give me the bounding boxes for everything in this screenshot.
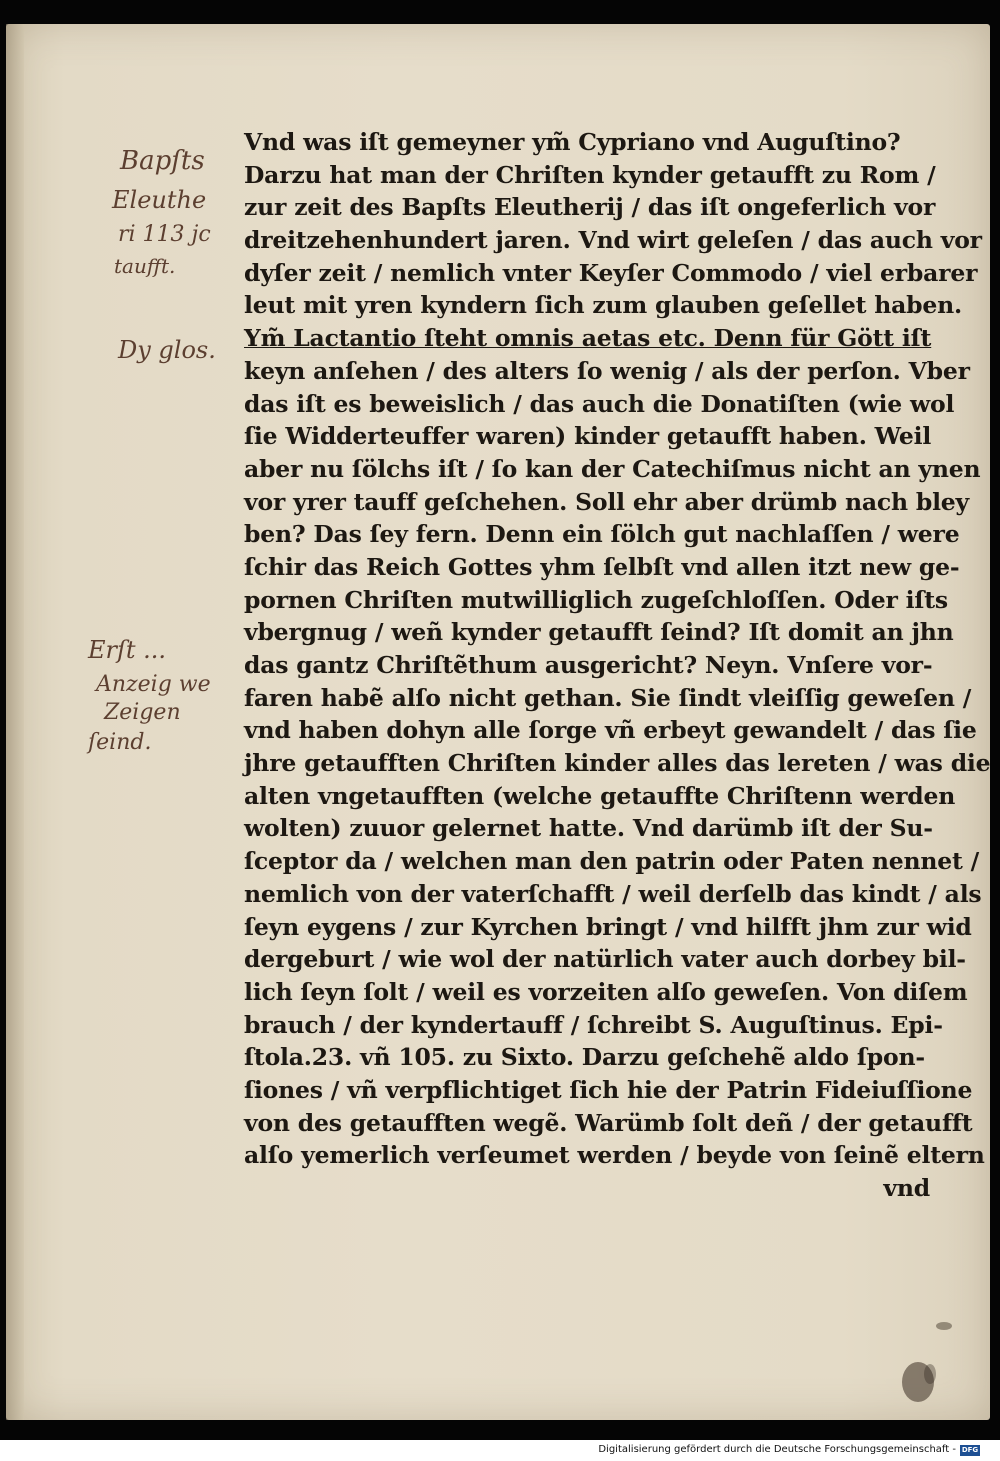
text-line: dreitzehenhundert jaren. Vnd wirt geleſen / das auch vor	[244, 226, 982, 255]
text-line: Darzu hat man der Chriſten kynder getaufft zu Rom /	[244, 160, 936, 189]
text-line: leut mit yren kyndern ſich zum glauben geſellet haben.	[244, 291, 962, 320]
marginal-note: ſeind.	[88, 730, 152, 755]
text-line: faren habẽ alſo nicht gethan. Sie ſindt vleiſſig geweſen /	[244, 683, 972, 712]
text-line: nemlich von der vaterſchafft / weil derſelb das kindt / als	[244, 879, 982, 908]
marginal-note: Erſt ...	[88, 636, 167, 664]
text-line: dyſer zeit / nemlich vnter Keyſer Commodo / viel erbarer	[244, 258, 978, 287]
dfg-logo: DFG	[961, 1446, 979, 1454]
text-line: ſie Widderteuffer waren) kinder getaufft haben. Weil	[244, 422, 932, 451]
text-line: ſeyn eygens / zur Kyrchen bringt / vnd hilfft jhm zur wid	[244, 912, 972, 941]
text-line: ſchir das Reich Gottes yhm ſelbſt vnd allen itzt new ge-	[244, 552, 960, 581]
text-line: zur zeit des Bapſts Eleutherij / das iſt ongeferlich vor	[244, 193, 936, 222]
text-line: von des getaufften wegẽ. Warümb ſolt deñ / der getaufft	[244, 1108, 973, 1137]
text-line: ſiones / vñ verpflichtiget ſich hie der Patrin Fideiuſſione	[244, 1075, 973, 1104]
marginal-note: Bapſts	[120, 146, 205, 176]
text-line: vbergnug / weñ kynder getaufft ſeind? Iſt domit an jhn	[244, 618, 954, 647]
text-line: das gantz Chriſtẽthum ausgericht? Neyn. Vnſere vor-	[244, 651, 933, 679]
marginal-note: taufft.	[114, 254, 176, 278]
marginal-note: Dy glos.	[118, 336, 216, 364]
text-line: lich ſeyn ſolt / weil es vorzeiten alſo geweſen. Von diſem	[244, 977, 968, 1006]
text-line: alſo yemerlich verſeumet werden / beyde von ſeinẽ eltern	[244, 1141, 985, 1170]
text-line: vor yrer tauff geſchehen. Soll ehr aber drümb nach bley	[244, 487, 970, 516]
text-line: Vnd was iſt gemeyner ym̃ Cypriano vnd Auguſtino?	[244, 128, 901, 156]
marginal-note: ri 113 jc	[118, 222, 211, 247]
page-edge	[6, 24, 24, 1420]
text-line: keyn anſehen / des alters ſo wenig / als der perſon. Vber	[244, 356, 970, 385]
main-text-block	[244, 126, 991, 1205]
footer-bar	[0, 1440, 1000, 1461]
text-line: vnd haben dohyn alle ſorge vñ erbeyt gewandelt / das ſie	[244, 716, 977, 745]
marginal-note: Zeigen	[104, 700, 181, 725]
text-line: Ym̃ Lactantio ſteht omnis aetas etc. Denn für Gött iſt	[244, 324, 932, 353]
text-line: aber nu ſölchs iſt / ſo kan der Catechiſmus nicht an ynen	[244, 454, 981, 483]
text-line: pornen Chriſten mutwilliglich zugeſchloſſen. Oder iſts	[244, 585, 948, 614]
marginal-note: Eleuthe	[112, 186, 207, 214]
text-line: jhre getaufften Chriſten kinder alles das lereten / was die	[244, 749, 991, 778]
text-line: ſceptor da / welchen man den patrin oder Paten nennet /	[244, 847, 980, 876]
catchword: vnd	[883, 1174, 930, 1202]
text-line: brauch / der kyndertauff / ſchreibt S. Auguſtinus. Epi-	[244, 1010, 943, 1039]
text-line: ben? Das ſey fern. Denn ein ſölch gut nachlaſſen / were	[244, 520, 960, 549]
text-line: das iſt es beweislich / das auch die Donatiſten (wie wol	[244, 389, 955, 418]
marginal-note: Anzeig we	[96, 672, 211, 697]
text-line: ſtola.23. vñ 105. zu Sixto. Darzu geſchehẽ aldo ſpon-	[244, 1043, 925, 1072]
footer-credit: Digitalisierung gefördert durch die Deutsche Forschungsgemeinschaft -	[598, 1444, 956, 1455]
text-line: alten vngetaufften (welche getauffte Chriſtenn werden	[244, 781, 956, 810]
text-line: dergeburt / wie wol der natürlich vater auch dorbey bil-	[244, 945, 966, 974]
text-line: wolten) zuuor gelernet hatte. Vnd darümb iſt der Su-	[244, 814, 933, 843]
